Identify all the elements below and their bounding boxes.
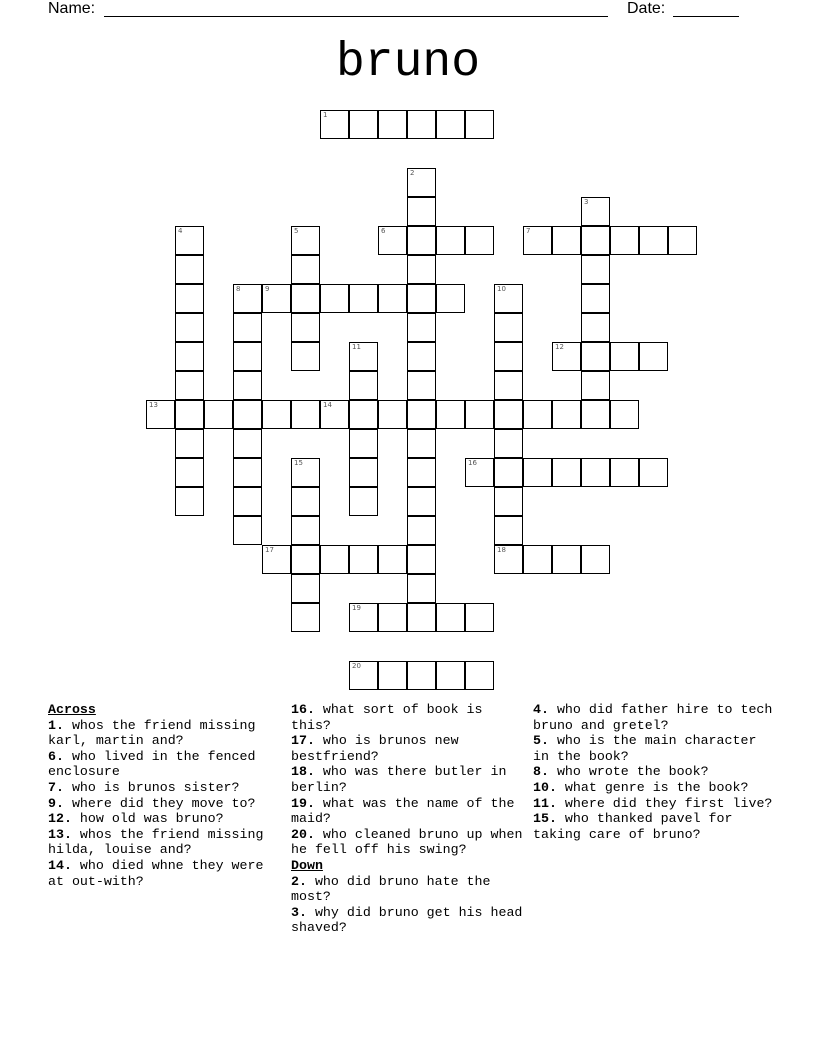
- grid-cell[interactable]: [494, 371, 523, 400]
- clue-text: why did bruno get his head shaved?: [291, 904, 523, 936]
- clue-text: who did father hire to tech bruno and gretel?: [533, 702, 773, 733]
- grid-cell[interactable]: [175, 255, 204, 284]
- grid-cell[interactable]: [407, 197, 436, 226]
- grid-cell[interactable]: [523, 545, 552, 574]
- grid-cell[interactable]: [552, 545, 581, 574]
- grid-cell[interactable]: [349, 284, 378, 313]
- clue-text: who was there butler in berlin?: [291, 764, 507, 795]
- date-label: Date:: [627, 0, 666, 17]
- grid-cell[interactable]: [494, 545, 523, 574]
- clue-number: 10: [497, 285, 506, 293]
- grid-cell[interactable]: [407, 284, 436, 313]
- grid-cell[interactable]: [436, 284, 465, 313]
- clue-item: [48, 749, 284, 780]
- clue-label: 8.: [533, 764, 549, 780]
- clue-text: what was the name of the maid?: [291, 795, 515, 827]
- grid-cell[interactable]: [407, 429, 436, 458]
- clue-number: 9: [265, 285, 270, 293]
- grid-cell[interactable]: [291, 545, 320, 574]
- grid-cell[interactable]: [407, 226, 436, 255]
- grid-cell[interactable]: [175, 487, 204, 516]
- grid-cell[interactable]: [465, 458, 494, 487]
- puzzle-title: bruno: [335, 36, 481, 90]
- clue-item: [533, 780, 773, 796]
- grid-cell[interactable]: [407, 371, 436, 400]
- clue-text: who died whne they were at out-with?: [48, 857, 264, 889]
- clue-label: 20.: [291, 826, 315, 842]
- grid-cell[interactable]: [175, 458, 204, 487]
- grid-cell[interactable]: [407, 603, 436, 632]
- grid-cell[interactable]: [494, 284, 523, 313]
- grid-cell[interactable]: [233, 400, 262, 429]
- grid-cell[interactable]: [639, 226, 668, 255]
- clue-text: who is brunos new bestfriend?: [291, 733, 459, 764]
- clue-label: 3.: [291, 904, 307, 920]
- grid-cell[interactable]: [610, 342, 639, 371]
- grid-cell[interactable]: [233, 458, 262, 487]
- grid-cell[interactable]: [349, 429, 378, 458]
- grid-cell[interactable]: [436, 603, 465, 632]
- clue-label: 9.: [48, 795, 64, 811]
- grid-cell[interactable]: [407, 168, 436, 197]
- clue-text: what genre is the book?: [556, 779, 749, 795]
- grid-cell[interactable]: [581, 400, 610, 429]
- grid-cell[interactable]: [291, 284, 320, 313]
- grid-cell[interactable]: [233, 313, 262, 342]
- clue-item: [48, 780, 284, 796]
- grid-cell[interactable]: [639, 342, 668, 371]
- grid-cell[interactable]: [378, 284, 407, 313]
- grid-cell[interactable]: [581, 458, 610, 487]
- grid-cell[interactable]: [233, 487, 262, 516]
- grid-cell[interactable]: [349, 110, 378, 139]
- grid-cell[interactable]: [552, 400, 581, 429]
- clue-number: 14: [323, 401, 332, 409]
- clue-number: 18: [497, 546, 506, 554]
- clue-number: 7: [526, 227, 531, 235]
- grid-cell[interactable]: [262, 545, 291, 574]
- grid-cell[interactable]: [581, 342, 610, 371]
- grid-cell[interactable]: [465, 603, 494, 632]
- grid-cell[interactable]: [465, 400, 494, 429]
- grid-cell[interactable]: [378, 603, 407, 632]
- clue-label: 10.: [533, 779, 557, 795]
- grid-cell[interactable]: [407, 458, 436, 487]
- grid-cell[interactable]: [291, 603, 320, 632]
- grid-cell[interactable]: [436, 110, 465, 139]
- clue-number: 11: [352, 343, 361, 351]
- grid-cell[interactable]: [494, 487, 523, 516]
- clue-label: 16.: [291, 702, 315, 717]
- clue-label: 7.: [48, 779, 64, 795]
- grid-cell[interactable]: [494, 313, 523, 342]
- grid-cell[interactable]: [581, 197, 610, 226]
- grid-cell[interactable]: [494, 516, 523, 545]
- grid-cell[interactable]: [320, 284, 349, 313]
- grid-cell[interactable]: [349, 458, 378, 487]
- clue-label: 1.: [48, 717, 64, 733]
- clue-number: 20: [352, 662, 361, 670]
- grid-cell[interactable]: [349, 371, 378, 400]
- clue-label: 13.: [48, 826, 72, 842]
- clue-label: 18.: [291, 764, 315, 780]
- grid-cell[interactable]: [233, 429, 262, 458]
- grid-cell[interactable]: [378, 661, 407, 690]
- clue-text: whos the friend missing karl, martin and?: [48, 717, 256, 749]
- grid-cell[interactable]: [581, 545, 610, 574]
- grid-cell[interactable]: [175, 284, 204, 313]
- grid-cell[interactable]: [291, 255, 320, 284]
- grid-cell[interactable]: [233, 342, 262, 371]
- clues-column-1: [48, 702, 284, 889]
- grid-cell[interactable]: [407, 110, 436, 139]
- grid-cell[interactable]: [581, 371, 610, 400]
- clue-text: who cleaned bruno up when he fell off his swing?: [291, 826, 523, 858]
- clue-label: 15.: [533, 811, 557, 827]
- grid-cell[interactable]: [291, 400, 320, 429]
- grid-cell[interactable]: [233, 284, 262, 313]
- grid-cell[interactable]: [523, 458, 552, 487]
- clue-label: 11.: [533, 795, 557, 811]
- clue-label: 12.: [48, 811, 72, 827]
- clue-item: [48, 858, 284, 889]
- grid-cell[interactable]: [175, 226, 204, 255]
- grid-cell[interactable]: [581, 284, 610, 313]
- grid-cell[interactable]: [407, 342, 436, 371]
- grid-cell[interactable]: [349, 487, 378, 516]
- clue-item: [48, 811, 284, 827]
- grid-cell[interactable]: [291, 458, 320, 487]
- grid-cell[interactable]: [320, 400, 349, 429]
- grid-cell[interactable]: [233, 516, 262, 545]
- grid-cell[interactable]: [320, 110, 349, 139]
- clue-item: [48, 796, 284, 812]
- grid-cell[interactable]: [436, 226, 465, 255]
- grid-cell[interactable]: [552, 458, 581, 487]
- grid-cell[interactable]: [291, 226, 320, 255]
- grid-cell[interactable]: [552, 226, 581, 255]
- clue-text: where did they move to?: [63, 795, 256, 811]
- grid-cell[interactable]: [349, 661, 378, 690]
- grid-cell[interactable]: [175, 342, 204, 371]
- grid-cell[interactable]: [175, 313, 204, 342]
- clue-text: who lived in the fenced enclosure: [48, 748, 256, 780]
- grid-cell[interactable]: [262, 400, 291, 429]
- clue-number: 2: [410, 169, 415, 177]
- clue-number: 8: [236, 285, 241, 293]
- grid-cell[interactable]: [610, 226, 639, 255]
- clue-label: 19.: [291, 795, 315, 811]
- grid-cell[interactable]: [204, 400, 233, 429]
- clue-number: 4: [178, 227, 183, 235]
- clues-column-2: [291, 702, 527, 936]
- clue-item: [291, 702, 527, 733]
- across-heading: Across: [48, 702, 96, 717]
- grid-cell[interactable]: [407, 545, 436, 574]
- clue-number: 16: [468, 459, 477, 467]
- clue-item: [533, 764, 773, 780]
- grid-cell[interactable]: [175, 371, 204, 400]
- clue-item: [291, 796, 527, 827]
- grid-cell[interactable]: [523, 400, 552, 429]
- grid-cell[interactable]: [552, 342, 581, 371]
- clue-text: where did they first live?: [556, 795, 773, 811]
- clue-number: 13: [149, 401, 158, 409]
- clue-number: 17: [265, 546, 274, 554]
- grid-cell[interactable]: [349, 342, 378, 371]
- clue-label: 5.: [533, 733, 549, 749]
- clue-item: [533, 811, 773, 842]
- grid-cell[interactable]: [349, 400, 378, 429]
- clue-number: 12: [555, 343, 564, 351]
- grid-cell[interactable]: [291, 342, 320, 371]
- clue-label: 2.: [291, 873, 307, 889]
- clue-text: how old was bruno?: [71, 811, 224, 827]
- grid-cell[interactable]: [407, 400, 436, 429]
- grid-cell[interactable]: [581, 255, 610, 284]
- clue-text: who wrote the book?: [548, 764, 709, 780]
- grid-cell[interactable]: [320, 545, 349, 574]
- clue-number: 19: [352, 604, 361, 612]
- clue-label: 6.: [48, 748, 64, 764]
- grid-cell[interactable]: [407, 255, 436, 284]
- grid-cell[interactable]: [407, 313, 436, 342]
- grid-cell[interactable]: [349, 545, 378, 574]
- grid-cell[interactable]: [436, 661, 465, 690]
- clue-label: 4.: [533, 702, 549, 717]
- grid-cell[interactable]: [233, 371, 262, 400]
- name-label: Name:: [48, 0, 96, 17]
- grid-cell[interactable]: [262, 284, 291, 313]
- grid-cell[interactable]: [175, 400, 204, 429]
- grid-cell[interactable]: [494, 342, 523, 371]
- grid-cell[interactable]: [494, 429, 523, 458]
- clue-label: 14.: [48, 857, 72, 873]
- clue-number: 15: [294, 459, 303, 467]
- clue-item: [291, 733, 527, 764]
- grid-cell[interactable]: [378, 110, 407, 139]
- clue-item: [533, 702, 773, 733]
- clue-text: who did bruno hate the most?: [291, 873, 491, 905]
- grid-cell[interactable]: [291, 574, 320, 603]
- grid-cell[interactable]: [146, 400, 175, 429]
- grid-cell[interactable]: [407, 661, 436, 690]
- grid-cell[interactable]: [610, 400, 639, 429]
- clue-text: who is brunos sister?: [63, 779, 240, 795]
- grid-cell[interactable]: [610, 458, 639, 487]
- clue-text: whos the friend missing hilda, louise and?: [48, 826, 264, 858]
- grid-cell[interactable]: [378, 226, 407, 255]
- grid-cell[interactable]: [349, 603, 378, 632]
- grid-cell[interactable]: [378, 400, 407, 429]
- clue-text: what sort of book is this?: [291, 702, 483, 733]
- clue-number: 3: [584, 198, 589, 206]
- clue-item: [533, 733, 773, 764]
- grid-cell[interactable]: [291, 516, 320, 545]
- grid-cell[interactable]: [407, 516, 436, 545]
- clue-item: [291, 874, 527, 905]
- grid-cell[interactable]: [668, 226, 697, 255]
- grid-cell[interactable]: [291, 487, 320, 516]
- clue-item: [291, 827, 527, 858]
- clue-item: [48, 718, 284, 749]
- grid-cell[interactable]: [494, 458, 523, 487]
- grid-cell[interactable]: [581, 226, 610, 255]
- grid-cell[interactable]: [465, 661, 494, 690]
- grid-cell[interactable]: [639, 458, 668, 487]
- clue-item: [48, 827, 284, 858]
- clue-number: 5: [294, 227, 299, 235]
- clue-text: who is the main character in the book?: [533, 733, 757, 764]
- grid-cell[interactable]: [494, 400, 523, 429]
- clue-label: 17.: [291, 733, 315, 749]
- grid-cell[interactable]: [291, 313, 320, 342]
- grid-cell[interactable]: [175, 429, 204, 458]
- down-heading: Down: [291, 857, 323, 873]
- grid-cell[interactable]: [407, 574, 436, 603]
- grid-cell[interactable]: [407, 487, 436, 516]
- clue-item: [291, 764, 527, 795]
- clue-item: [291, 905, 527, 936]
- grid-cell[interactable]: [436, 400, 465, 429]
- clue-text: who thanked pavel for taking care of bruno?: [533, 811, 733, 842]
- clue-number: 1: [323, 111, 328, 119]
- clues-column-3: [533, 702, 773, 842]
- clue-item: [533, 796, 773, 812]
- grid-cell[interactable]: [523, 226, 552, 255]
- grid-cell[interactable]: [465, 110, 494, 139]
- grid-cell[interactable]: [378, 545, 407, 574]
- grid-cell[interactable]: [465, 226, 494, 255]
- grid-cell[interactable]: [581, 313, 610, 342]
- clue-number: 6: [381, 227, 386, 235]
